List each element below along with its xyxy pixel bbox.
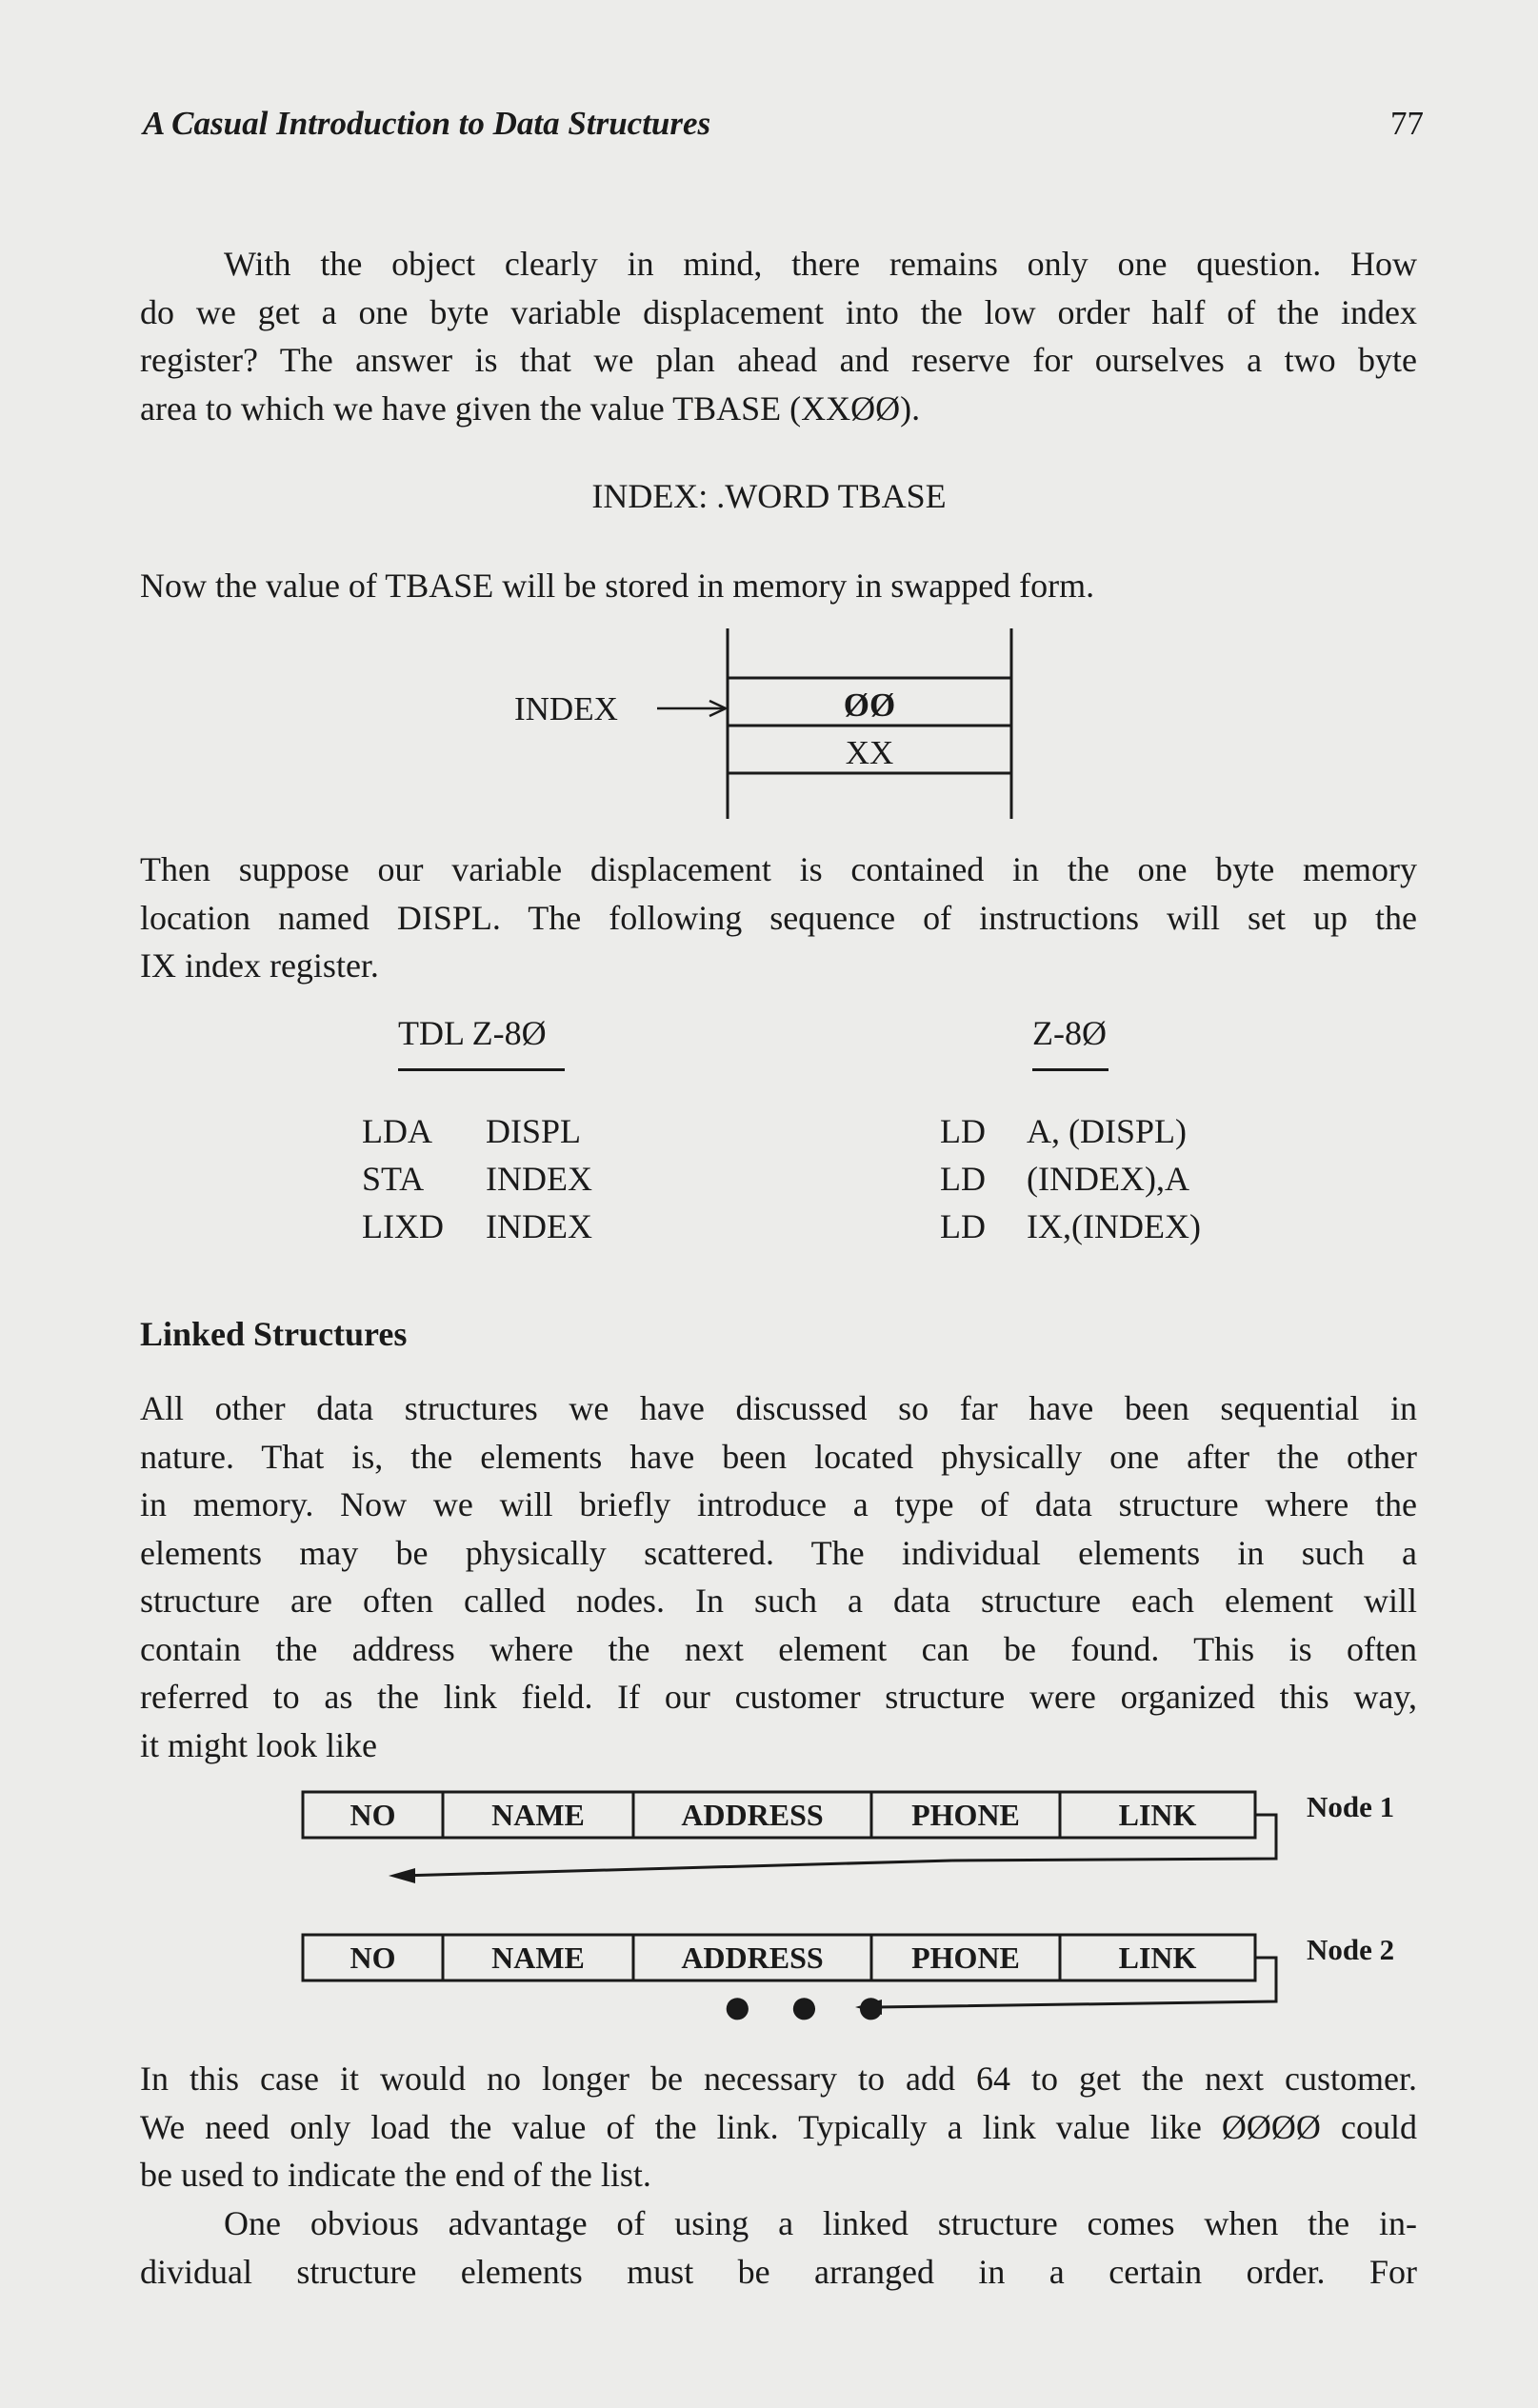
code-op: LD [940,1160,986,1198]
column-header-tdl: TDL Z-8Ø [398,1014,547,1052]
paragraph-line: be used to indicate the end of the list. [140,2156,651,2194]
paragraph-linked [140,1384,1417,1769]
code-op: LIXD [362,1207,444,1245]
code-arg: INDEX [486,1207,592,1245]
node1-label: Node 1 [1307,1790,1395,1823]
node2-field-link: LINK [1118,1940,1197,1975]
memory-pointer-label: INDEX [514,690,618,727]
paragraph-line: nature. That is, the elements have been located physically one after the other [140,1437,1417,1476]
code-op: LD [940,1207,986,1245]
node2-field-address: ADDRESS [681,1940,824,1975]
linked-list-diagram [0,1781,1538,2047]
paragraph-line: do we get a one byte variable displacement into the low order half of the index [140,292,1417,331]
paragraph-line: Now the value of TBASE will be stored in memory in swapped form. [140,567,1095,605]
node2-label: Node 2 [1307,1933,1395,1966]
code-arg: INDEX [486,1160,592,1198]
paragraph-line: location named DISPL. The following sequence of instructions will set up the [140,898,1417,937]
node1-field-name: NAME [491,1797,585,1832]
page-number: 77 [1390,105,1424,142]
paragraph-line: it might look like [140,1725,377,1764]
paragraph-line: All other data structures we have discussed so far have been sequential in [140,1389,1417,1427]
paragraph-line: We need only load the value of the link. Typically a link value like ØØØØ could [140,2107,1417,2146]
code-index-declaration: INDEX: .WORD TBASE [591,477,947,515]
node2-field-phone: PHONE [911,1940,1020,1975]
continuation-dots: ● ● ● [722,1978,898,2035]
paragraph-line: dividual structure elements must be arranged in a certain order. For [140,2252,1417,2291]
paragraph-line: register? The answer is that we plan ahead and reserve for ourselves a two byte [140,341,1417,379]
instruction-comparison-table [0,1009,1538,1266]
paragraph-line: contain the address where the next element can be found. This is often [140,1629,1417,1668]
paragraph-line: In this case it would no longer be necessary to add 64 to get the next customer. [140,2060,1417,2098]
node2-field-name: NAME [491,1940,585,1975]
memory-cell-high: XX [845,734,894,771]
paragraph-displacement [140,846,1417,990]
paragraph-line: With the object clearly in mind, there remains only one question. How [224,245,1417,283]
paragraph-intro [140,240,1417,432]
memory-diagram [514,628,1048,828]
node1-field-no: NO [350,1797,396,1832]
node1-field-link: LINK [1118,1797,1197,1832]
header-underline [398,1068,565,1071]
paragraph-line: in memory. Now we will briefly introduce a type of data structure where the [140,1485,1417,1523]
code-op: STA [362,1160,425,1198]
paragraph-line: Then suppose our variable displacement is contained in the one byte memory [140,850,1417,888]
node2-field-no: NO [350,1940,396,1975]
code-arg: A, (DISPL) [1027,1112,1187,1150]
paragraph-link-value [140,2055,1417,2199]
section-heading: Linked Structures [140,1315,408,1353]
node1-field-phone: PHONE [911,1797,1020,1832]
code-arg: IX,(INDEX) [1027,1207,1201,1245]
paragraph-line: referred to as the link field. If our customer structure were organized this way, [140,1678,1417,1716]
code-arg: (INDEX),A [1027,1160,1189,1198]
paragraph-line: elements may be physically scattered. The individual elements in such a [140,1533,1417,1572]
memory-cell-low: ØØ [843,687,896,724]
paragraph-line: area to which we have given the value TBASE (XXØØ). [140,388,921,428]
paragraph-line: structure are often called nodes. In such a data structure each element will [140,1582,1417,1620]
code-op: LDA [362,1112,432,1150]
column-header-z80: Z-8Ø [1032,1014,1107,1052]
node1-field-address: ADDRESS [681,1797,824,1832]
header-underline [1032,1068,1109,1071]
paragraph-swapped [140,562,1417,610]
paragraph-line: One obvious advantage of using a linked structure comes when the in- [224,2204,1417,2242]
running-header-title: A Casual Introduction to Data Structures [143,105,711,142]
paragraph-advantage [140,2199,1417,2296]
paragraph-line: IX index register. [140,946,379,985]
code-arg: DISPL [486,1112,582,1150]
code-op: LD [940,1112,986,1150]
